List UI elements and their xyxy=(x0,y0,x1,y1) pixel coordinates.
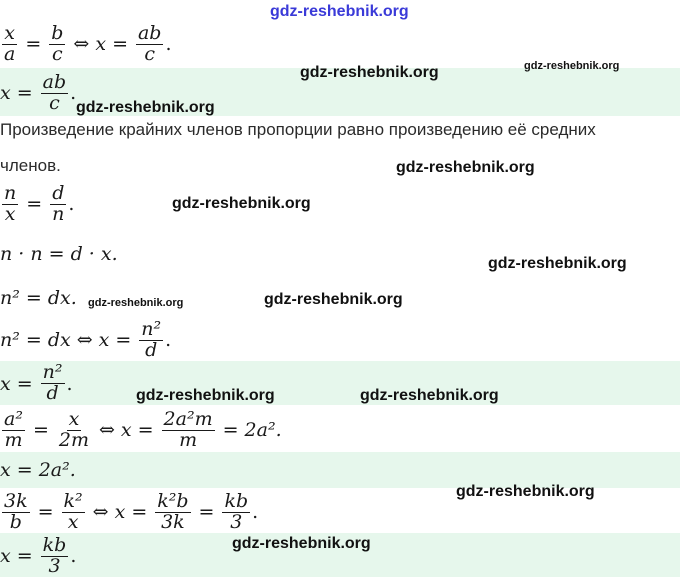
watermark: gdz-reshebnik.org xyxy=(232,535,371,552)
watermark: gdz-reshebnik.org xyxy=(360,387,499,404)
watermark: gdz-reshebnik.org xyxy=(300,64,439,81)
watermark: gdz-reshebnik.org xyxy=(136,387,275,404)
equation-proportion-2: $\frac{n}{x}$ = $\frac{d}{n}$ . xyxy=(4,181,75,225)
watermark: gdz-reshebnik.org xyxy=(396,159,535,176)
highlight-band xyxy=(0,361,680,405)
watermark: gdz-reshebnik.org xyxy=(456,483,595,500)
watermark: gdz-reshebnik.org xyxy=(488,255,627,272)
equation-answer-2: x = $\frac{\text{n²}}{d}$ . xyxy=(0,362,73,404)
equation-answer-3: x = 2a². xyxy=(0,459,76,481)
equation-proportion-3: $\frac{\text{a²}}{m}$ = $\frac{x}{2m}$ ⇔ x = $\frac{\text{2a²m}}{m}$ = 2a². xyxy=(4,408,282,451)
watermark: gdz-reshebnik.org xyxy=(88,297,184,309)
equation-solve-2: n² = dx ⇔ x = $\frac{\text{n²}}{d}$ . xyxy=(0,318,172,361)
equation-proportion-4: $\frac{3k}{b}$ = $\frac{\text{k²}}{x}$ ⇔ x = $\frac{\text{k²b}}{3k}$ = $\frac{kb}{3}$ . xyxy=(4,490,259,533)
watermark: gdz-reshebnik.org xyxy=(524,60,620,72)
rule-text: Произведение крайних членов пропорции равно произведению её средних xyxy=(0,120,596,139)
equation-answer-4: x = $\frac{kb}{3}$ . xyxy=(0,535,77,577)
rule-text-end: членов. xyxy=(0,156,61,175)
equation-answer-1: x = $\frac{ab}{c}$ . xyxy=(0,70,77,114)
equation-product: n · n = d · x. xyxy=(0,243,118,265)
watermark: gdz-reshebnik.org xyxy=(76,99,215,116)
equation-proportion: $\frac{x}{a}$ = $\frac{b}{c}$ ⇔ x = $\frac{ab}{c}$ . xyxy=(4,22,172,65)
watermark: gdz-reshebnik.org xyxy=(172,195,311,212)
watermark: gdz-reshebnik.org xyxy=(270,3,409,20)
watermark: gdz-reshebnik.org xyxy=(264,291,403,308)
equation-square: n² = dx. xyxy=(0,287,77,309)
